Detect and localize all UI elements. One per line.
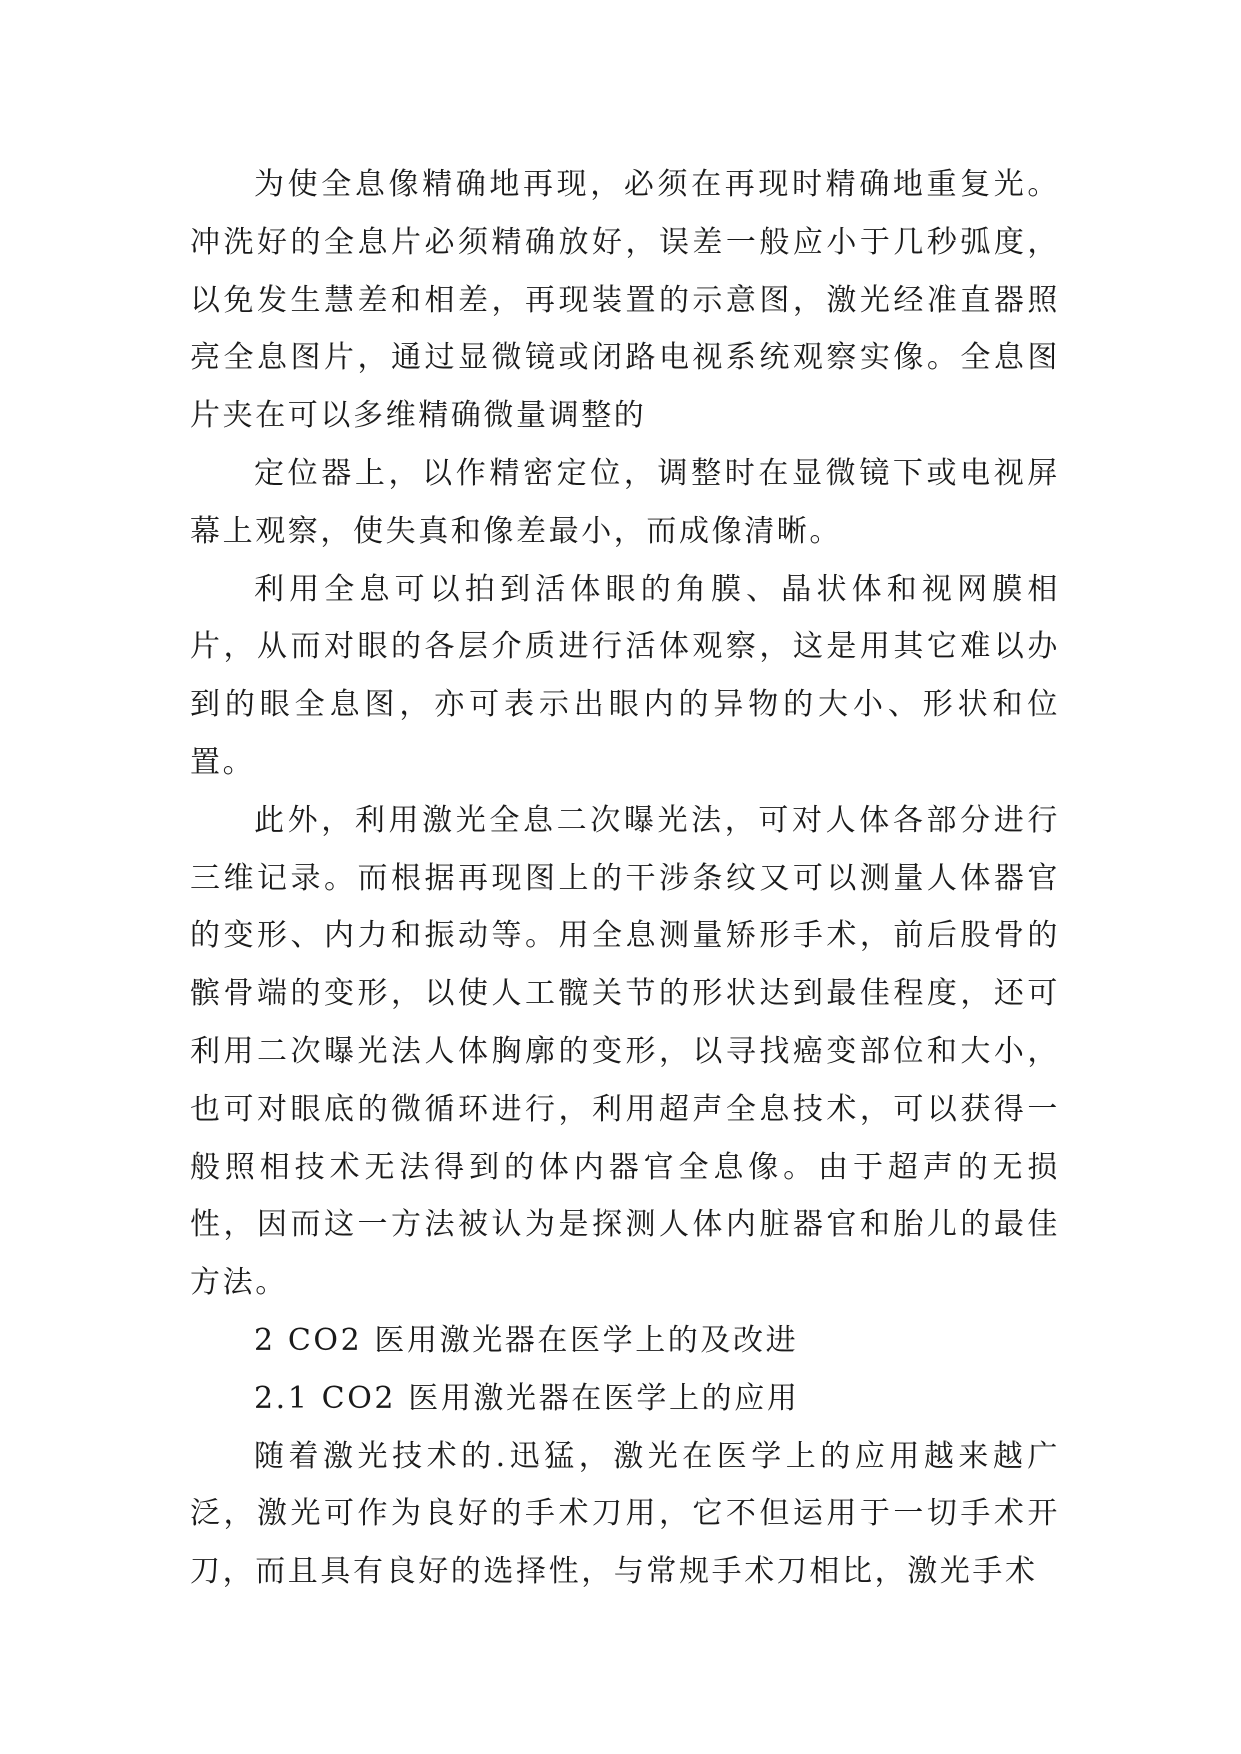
paragraph-laser-scalpel: 随着激光技术的.迅猛，激光在医学上的应用越来越广泛，激光可作为良好的手术刀用，它不但运用于一切手术开刀，而且具有良好的选择性，与常规手术刀相比，激光手术 [190, 1438, 1060, 1590]
paragraph-double-exposure: 此外，利用激光全息二次曝光法，可对人体各部分进行三维记录。而根据再现图上的干涉条纹又可以测量人体器官的变形、内力和振动等。用全息测量矫形手术，前后股骨的髌骨端的变形，以使人工髋关节的形状达到最佳程度，还可利用二次曝光法人体胸廓的变形，以寻找癌变部位和大小，也可对眼底的微循环进行，利用超声全息技术，可以获得一般照相技术无法得到的体内器官全息像。由于超声的无损性，因而这一方法被认为是探测人体内脏器官和胎儿的最佳方法。 [190, 802, 1060, 1301]
section-heading-2: 2 CO2 医用激光器在医学上的及改进 [254, 1322, 799, 1358]
paragraph-positioner: 定位器上，以作精密定位，调整时在显微镜下或电视屏幕上观察，使失真和像差最小，而成像清晰。 [190, 455, 1060, 549]
paragraph-hologram-reconstruction: 为使全息像精确地再现，必须在再现时精确地重复光。冲洗好的全息片必须精确放好，误差一般应小于几秒弧度，以免发生慧差和相差，再现装置的示意图，激光经准直器照亮全息图片，通过显微镜或闭路电视系统观察实像。全息图片夹在可以多维精确微量调整的 [190, 167, 1060, 434]
section-heading-2-1: 2.1 CO2 医用激光器在医学上的应用 [254, 1380, 800, 1416]
paragraph-eye-hologram: 利用全息可以拍到活体眼的角膜、晶状体和视网膜相片，从而对眼的各层介质进行活体观察，这是用其它难以办到的眼全息图，亦可表示出眼内的异物的大小、形状和位置。 [190, 571, 1060, 780]
document-body [190, 156, 1060, 1601]
